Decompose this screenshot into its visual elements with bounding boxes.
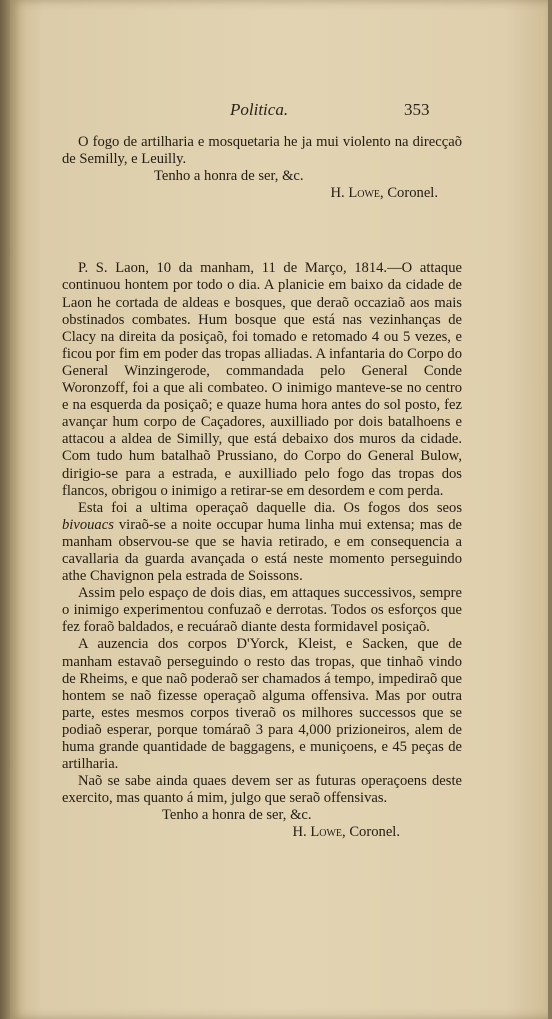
paragraph-bivouacs (62, 500, 462, 585)
page-number: 353 (404, 100, 430, 119)
signature-rank: , Coronel. (380, 185, 438, 202)
signature-name: Lowe (348, 185, 381, 202)
signature-initial: H. (292, 824, 311, 841)
bivouacs-italic: bivouacs (62, 516, 114, 533)
letter-signoff: Tenho a honra de ser, &c. (154, 168, 304, 185)
signature-rank: , Coronel. (342, 824, 400, 841)
book-gutter (0, 0, 10, 1019)
paragraph-two-days: Assim pelo espaço de dois dias, em attaques successivos, sempre o inimigo experimentou confuzaõ e derrotas. Todos os esforços que fez foraõ baldados, e recuáraõ diante desta formidavel posiçaõ. (62, 585, 462, 636)
page-text (62, 134, 462, 842)
letter-signature (62, 185, 462, 202)
running-title: Politica. (230, 100, 289, 119)
postscript-paragraph: P. S. Laon, 10 da manham, 11 de Março, 1814.—O attaque continuou hontem por todo o dia. A planicie em baixo da cidade de Laon he cortada de aldeas e bosques, que deraõ occaziaõ aos mais obstinados combates. Hum bosque que está nas vezinhanças de Clacy na direita da posiçaõ, foi tomado e retomado 4 ou 5 vezes, e ficou por fim em poder das tropas alliadas. A infantaria do Corpo do General Winzingerode, commandada pelo General Conde Woronzoff, foi a que ali combateo. O inimigo manteve-se no centro e na esquerda da posiçaõ; e quaze huma hora antes do sol posto, fez avançar hum corpo de Caçadores, auxilliado por dois batalhoens e attacou a aldea de Similly, que está debaixo dos muros da cidade. Com tudo hum batalhaõ Prussiano, do Corpo do General Bulow, dirigio-se para a estrada, e auxilliado pelo fogo das tropas dos flancos, obrigou o inimigo a retirar-se em desordem e com perda. (62, 260, 462, 499)
paragraph-bivouacs-end: viraõ-se a noite occupar huma linha mui extensa; mas de manham observou-se que se havia retirado, e em consequencia a cavallaria da guarda avançada o está neste momento perseguindo athe Chavignon pela estrada de Soissons. (62, 516, 462, 585)
postscript-signature (62, 824, 462, 841)
signature-name: Lowe (310, 824, 343, 841)
paragraph-future-operations: Naõ se sabe ainda quaes devem ser as futuras operaçoens deste exercito, mas quanto á mim, julgo que seraõ offensivas. (62, 773, 462, 807)
paragraph-bivouacs-start: Esta foi a ultima operaçaõ daquelle dia. Os fogos dos seos (78, 499, 462, 516)
signature-initial: H. (330, 185, 349, 202)
section-gap (62, 202, 462, 260)
paragraph-absence: A auzencia dos corpos D'Yorck, Kleist, e Sacken, que de manham estavaõ perseguindo o resto das tropas, que tinhaõ vindo de Rheims, e que naõ poderaõ ser chamados á tempo, impediraõ que hontem se naõ fizesse operaçaõ alguma offensiva. Mas por outra parte, estes mesmos corpos tiveraõ os milhores successos que se podiaõ esperar, porque tomáraõ 3 para 4,000 prizioneiros, alem de huma grande quantidade de baggagens, e muniçoens, e 45 peças de artilharia. (62, 636, 462, 773)
postscript-signoff: Tenho a honra de ser, &c. (162, 807, 312, 824)
page-header (0, 100, 552, 124)
letter-paragraph: O fogo de artilharia e mosquetaria he ja mui violento na direcçaõ de Semilly, e Leuilly. (62, 134, 462, 168)
